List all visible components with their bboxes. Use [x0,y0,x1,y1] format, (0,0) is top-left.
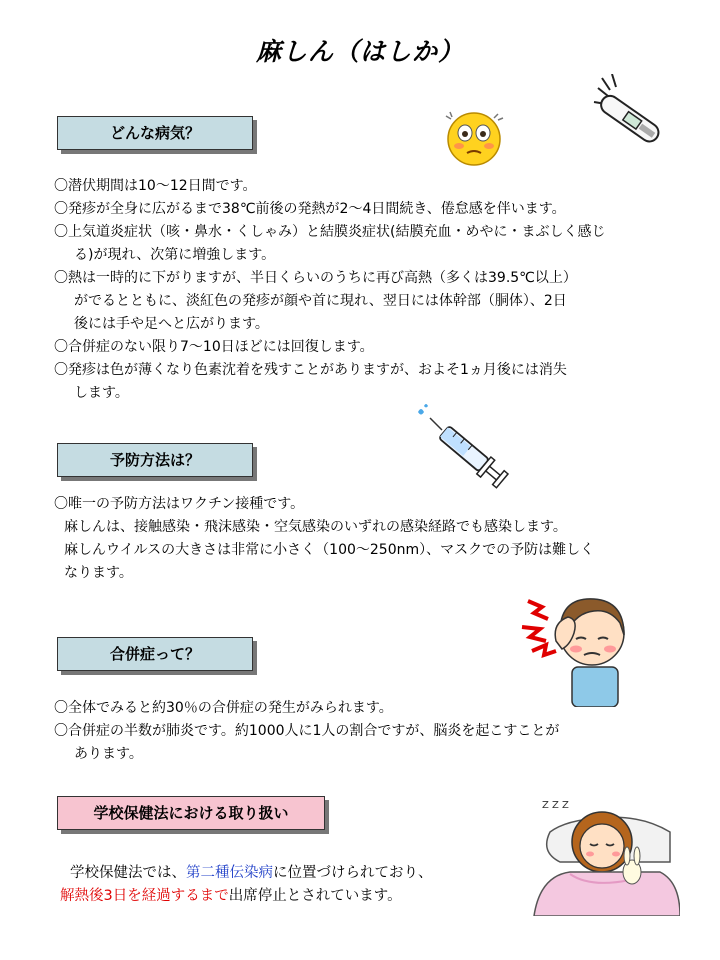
text-line: 〇発疹が全身に広がるまで38℃前後の発熱が2～4日間続き、倦怠感を伴います。 [54,201,566,217]
text-line: なります。 [64,565,133,581]
text-segment: 学校保健法では、 [70,865,186,881]
text-line: 〇合併症のない限り7～10日ほどには回復します。 [54,339,374,355]
section-heading-label: 予防方法は？ [109,451,200,469]
text-line: がでるとともに、淡紅色の発疹が顔や首に現れ、翌日には体幹部（胴体）、2日 [74,293,567,309]
section-heading-complications [57,637,253,671]
sleep-z-text: Z Z Z [542,800,569,811]
highlight-category: 第二種伝染病 [186,865,273,881]
section-heading-school-law [57,796,325,830]
sleeping-girl-illustration [530,792,680,916]
section2-text [54,493,594,585]
syringe-icon [410,402,510,492]
section4-text [60,862,433,908]
text-line: 〇全体でみると約30％の合併症の発生がみられます。 [54,700,393,716]
text-line: る)が現れ、次第に増強します。 [74,247,276,263]
text-line: 〇発疹は色が薄くなり色素沈着を残すことがありますが、およそ1ヵ月後には消失 [54,362,567,378]
text-segment: 出席停止とされています。 [228,888,402,904]
text-line: 後には手や足へと広がります。 [74,316,269,332]
text-line: あります。 [74,746,143,762]
section-heading-label: どんな病気？ [109,124,200,142]
text-line: 麻しんウイルスの大きさは非常に小さく（100～250nm）、マスクでの予防は難しく [64,542,595,558]
fever-face-icon [438,104,510,168]
text-line: 〇唯一の予防方法はワクチン接種です。 [54,496,305,512]
headache-boy-illustration [518,583,636,707]
section-heading-disease [57,116,253,150]
text-line: 〇潜伏期間は10～12日間です。 [54,178,257,194]
text-segment: に位置づけられており、 [273,865,433,881]
page-title: 麻しん（はしか） [255,37,464,66]
highlight-suspension: 解熱後3日を経過するまで [60,888,229,904]
section1-text [54,175,605,405]
text-line: 〇熱は一時的に下がりますが、半日くらいのうちに再び高熱（多くは39.5℃以上） [54,270,577,286]
section-heading-label: 合併症って？ [109,645,200,663]
section-heading-prevention [57,443,253,477]
section3-text [54,697,559,766]
text-line: 麻しんは、接触感染・飛沫感染・空気感染のいずれの感染経路でも感染します。 [64,519,567,535]
text-line: します。 [74,385,129,401]
thermometer-icon [592,74,672,156]
text-line: 〇上気道炎症状（咳・鼻水・くしゃみ）と結膜炎症状(結膜充血・めやに・まぶしく感じ [54,224,606,240]
text-line: 〇合併症の半数が肺炎です。約1000人に1人の割合ですが、脳炎を起こすことが [54,723,560,739]
section-heading-label: 学校保健法における取り扱い [93,804,289,822]
text-line [64,862,433,885]
text-line [60,885,433,908]
